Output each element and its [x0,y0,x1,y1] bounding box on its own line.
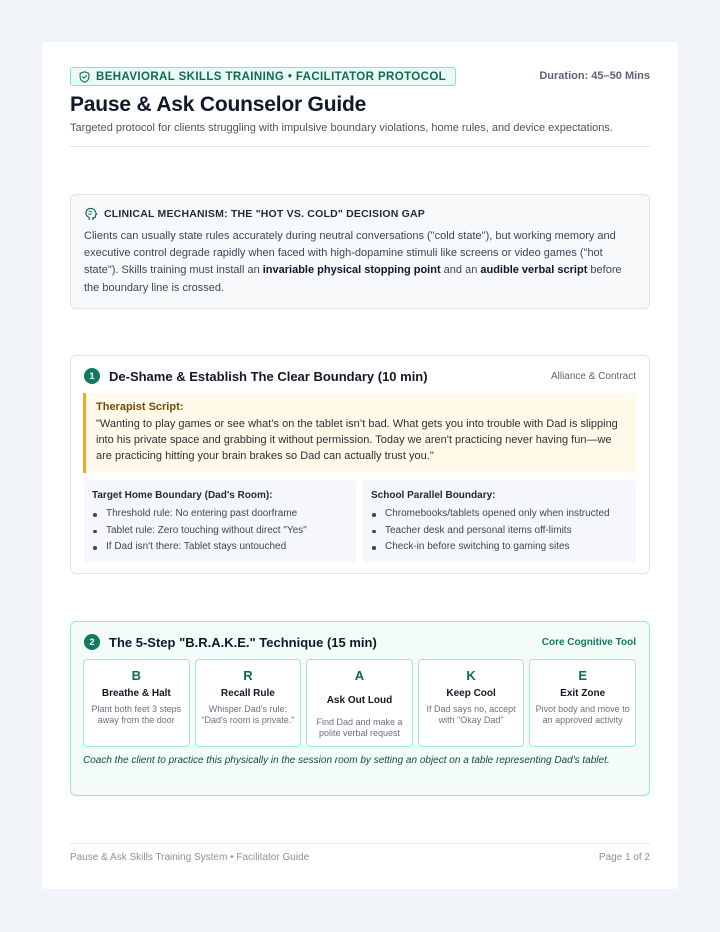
list-item: If Dad isn't there: Tablet stays untouched [92,539,348,556]
step-description: Find Dad and make a polite verbal request [316,717,403,738]
list-item: Teacher desk and personal items off-limits [371,523,628,540]
step-letter: K [466,668,476,683]
mechanism-body [84,228,636,297]
step-name: Breathe & Halt [101,688,171,699]
step-name: Recall Rule [220,688,275,699]
therapist-script-box [83,393,636,473]
step-card-k [418,659,525,747]
header-divider [70,146,650,147]
school-boundary-box [363,480,636,562]
section-1-title: De-Shame & Establish The Clear Boundary (10 min) [109,369,428,384]
mechanism-bold-2: audible verbal script [480,264,588,277]
footer-system-name: Pause & Ask Skills Training System • Facilitator Guide [70,852,310,863]
mechanism-heading: CLINICAL MECHANISM: THE "HOT VS. COLD" DECISION GAP [104,208,425,220]
section-1-number-badge: 1 [84,368,100,384]
school-boundary-title: School Parallel Boundary: [371,490,496,501]
step-card-e [529,659,636,747]
school-boundary-list [371,506,628,556]
brain-icon [84,207,98,221]
step-description: Pivot body and move to an approved activity [535,704,630,725]
step-letter: A [354,668,365,683]
header-row [70,67,650,87]
step-card-r [195,659,302,747]
shield-check-icon [79,71,90,83]
step-letter: B [131,668,141,683]
page-number: Page 1 of 2 [598,852,650,863]
step-letter: E [578,668,587,683]
section-2-header [84,634,636,652]
home-boundary-list [92,506,348,556]
home-boundary-title: Target Home Boundary (Dad's Room): [92,490,273,501]
section-1-header [84,368,636,386]
protocol-tag [70,67,456,86]
step-description: Whisper Dad's rule: "Dad's room is private." [201,704,295,725]
protocol-tag-label: BEHAVIORAL SKILLS TRAINING • FACILITATOR PROTOCOL [96,70,447,83]
step-description: Plant both feet 3 steps away from the door [91,704,182,725]
section-2-card [70,621,650,796]
document-page [42,42,678,889]
section-2-number-badge: 2 [84,634,100,650]
section-2-title: The 5-Step "B.R.A.K.E." Technique (15 min) [109,635,377,650]
list-item: Check-in before switching to gaming sites [371,539,628,556]
section-2-tag: Core Cognitive Tool [541,637,636,648]
mechanism-text-2: and an [440,264,481,277]
mechanism-bold-1: invariable physical stopping point [262,264,441,277]
step-name: Keep Cool [446,688,496,699]
clinical-mechanism-box [70,194,650,309]
step-letter: R [243,668,253,683]
step-description: If Dad says no, accept with "Okay Dad" [426,704,516,725]
step-name: Exit Zone [560,688,606,699]
list-item: Tablet rule: Zero touching without direct "Yes" [92,523,348,540]
list-item: Threshold rule: No entering past doorframe [92,506,348,523]
step-name: Ask Out Loud [326,695,393,706]
step-card-b [83,659,190,747]
mechanism-text-1: Clients can usually state rules accurately during neutral conversations ("cold state"), but working memory and executive control degrade rapidly when faced with high-dopamine stimuli like screens or video games ("hot state"). Skills training must install an [84,230,616,277]
home-boundary-box [84,480,356,562]
mechanism-heading-row [84,207,636,221]
duration-label: Duration: 45–50 Mins [539,70,650,82]
footer-divider [70,843,650,844]
section-1-card [70,355,650,574]
mechanism-text-3: before the boundary line is crossed. [84,264,622,294]
coach-note: Coach the client to practice this physically in the session room by setting an object on a table representing Dad's tablet. [83,755,610,766]
page-subtitle: Targeted protocol for clients struggling with impulsive boundary violations, home rules, and device expectations. [70,122,613,134]
page-title: Pause & Ask Counselor Guide [70,93,367,116]
section-1-tag: Alliance & Contract [550,371,636,382]
therapist-script-label: Therapist Script: [96,401,184,413]
list-item: Chromebooks/tablets opened only when instructed [371,506,628,523]
brake-steps [83,659,636,747]
step-card-a [306,659,413,747]
therapist-script-text: "Wanting to play games or see what’s on the tablet isn’t bad. What gets you into trouble with Dad is slipping into his private space and grabbing it without permission. Today we aren't practicing never having fun—we are practicing hitting your brain brakes so Dad can actually trust you." [96,418,618,462]
